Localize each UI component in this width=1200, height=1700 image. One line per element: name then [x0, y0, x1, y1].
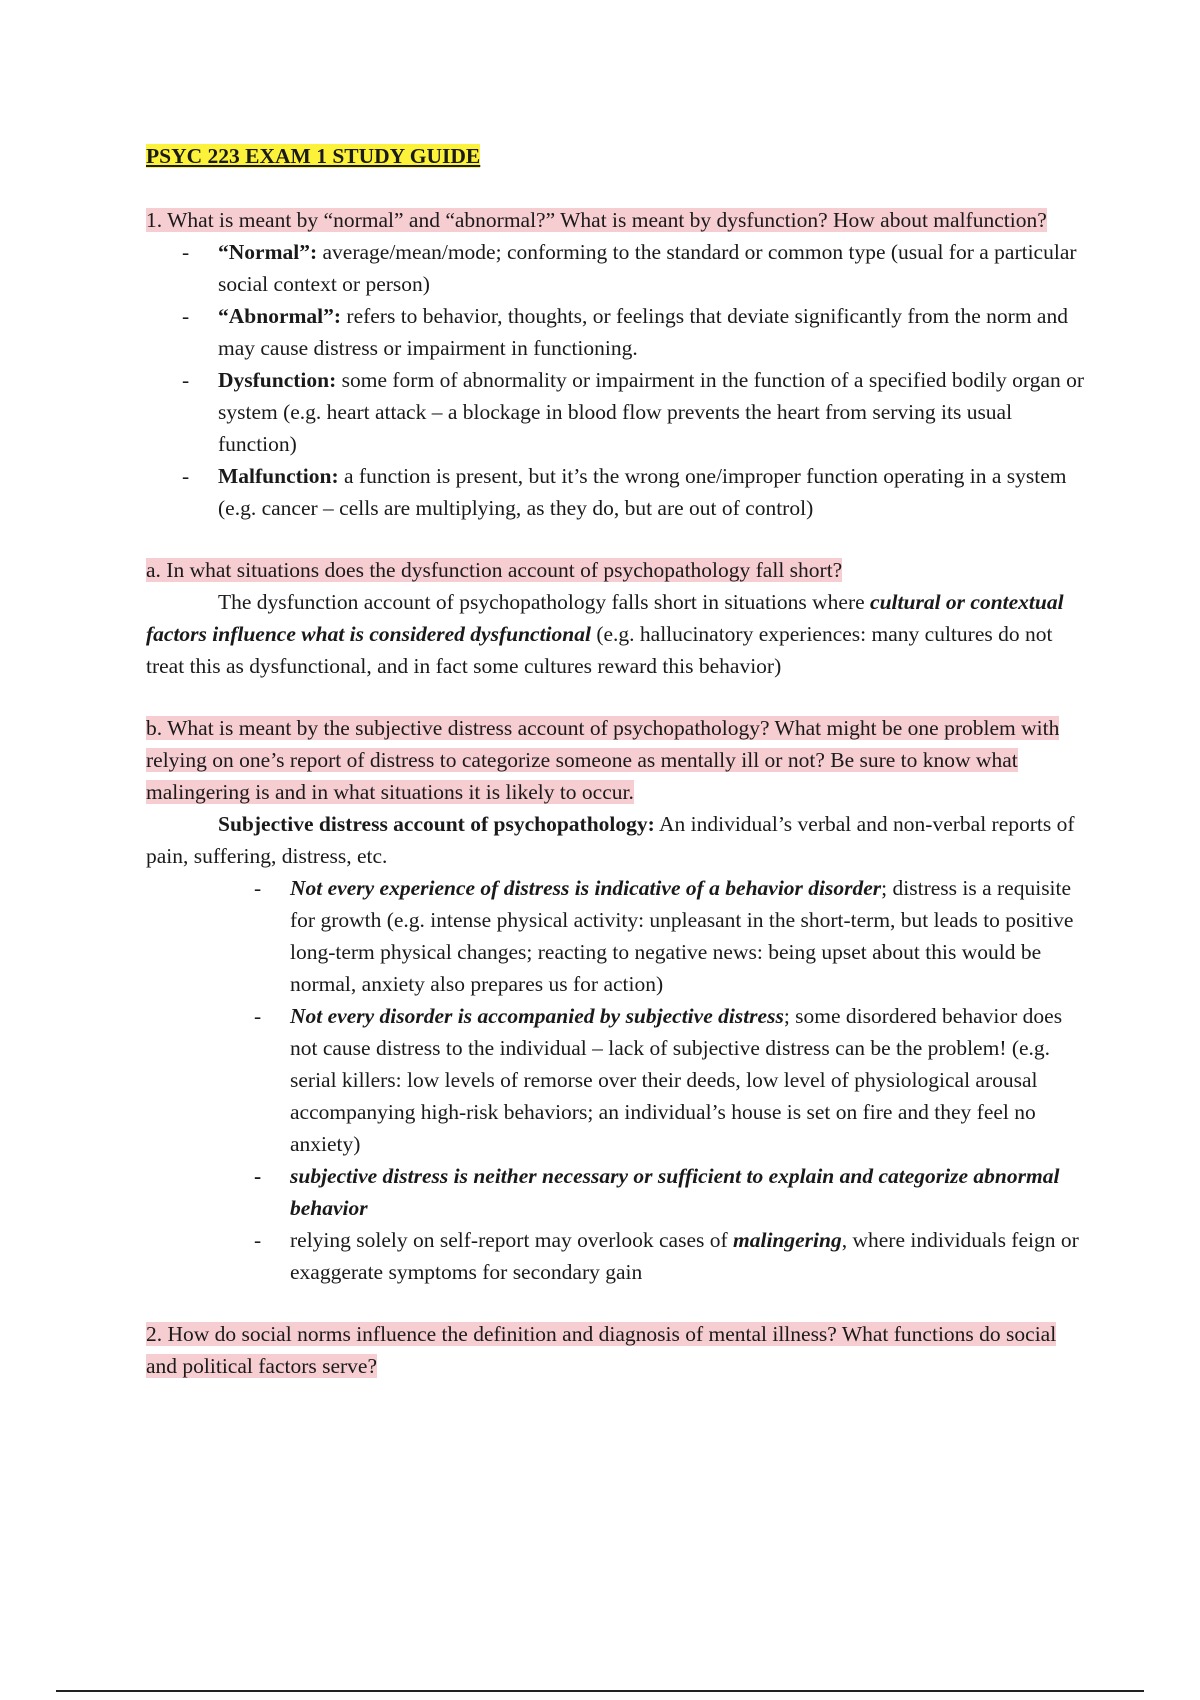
term-dysfunction: Dysfunction:	[218, 368, 337, 392]
term-abnormal: “Abnormal”:	[218, 304, 342, 328]
bullet-dash: -	[254, 1228, 262, 1252]
answer-a-start: The dysfunction account of psychopathology falls short in situations where	[218, 590, 871, 614]
question-1	[146, 204, 1086, 236]
list-item	[254, 1160, 1086, 1224]
list-item	[254, 1000, 1086, 1160]
bullet-dash: -	[182, 368, 190, 392]
item-text: ; some disordered behavior does not cause distress to the individual – lack of subjective distress can be the problem! (e.g. serial killers: low levels of remorse over their deeds, low level of physiological arousal accompanying high-risk behaviors; an individual’s house is set on fire and they feel no anxiety)	[290, 1004, 1063, 1156]
item-pre-text: relying solely on self-report may overlook cases of	[290, 1228, 734, 1252]
question-2	[146, 1318, 1086, 1382]
definition-abnormal: refers to behavior, thoughts, or feelings that deviate significantly from the norm and may cause distress or impairment in functioning.	[218, 304, 1068, 360]
item-emphasis: Not every experience of distress is indicative of a behavior disorder	[290, 876, 882, 900]
item-text: ; distress is a requisite for growth (e.g. intense physical activity: unpleasant in the short-term, but leads to positive long-term physical changes; reacting to negative news: being upset about this would be normal, anxiety also prepares us for action)	[290, 876, 1074, 996]
definition-normal: average/mean/mode; conforming to the standard or common type (usual for a particular social context or person)	[218, 240, 1077, 296]
definition-malfunction: a function is present, but it’s the wrong one/improper function operating in a system (e.g. cancer – cells are multiplying, as they do, but are out of control)	[218, 464, 1067, 520]
list-item	[182, 236, 1086, 300]
item-emphasis: Not every disorder is accompanied by subjective distress	[290, 1004, 784, 1028]
bullet-dash: -	[182, 240, 190, 264]
list-item	[254, 1224, 1086, 1288]
title-line	[146, 140, 1086, 172]
question-2-text: 2. How do social norms influence the definition and diagnosis of mental illness? What functions do social and political factors serve?	[146, 1322, 1057, 1378]
question-b	[146, 712, 1086, 808]
document-title: PSYC 223 EXAM 1 STUDY GUIDE	[146, 144, 481, 168]
item-text: , where individuals feign or exaggerate symptoms for secondary gain	[290, 1228, 1079, 1284]
item-emphasis: subjective distress is neither necessary or sufficient to explain and categorize abnormal behavior	[290, 1164, 1060, 1220]
item-emphasis: malingering	[733, 1228, 842, 1252]
answer-b-term: Subjective distress account of psychopathology:	[218, 812, 655, 836]
answer-a-end: (e.g. hallucinatory experiences: many cultures do not treat this as dysfunctional, and in fact some cultures reward this behavior)	[146, 622, 1053, 678]
page-bottom-rule	[56, 1690, 1144, 1692]
bullet-dash: -	[254, 876, 262, 900]
bullet-dash: -	[254, 1164, 262, 1188]
list-item	[254, 872, 1086, 1000]
list-item	[182, 364, 1086, 460]
term-normal: “Normal”:	[218, 240, 318, 264]
bullet-dash: -	[182, 464, 190, 488]
q1-answer-list	[146, 236, 1086, 524]
question-1-text: 1. What is meant by “normal” and “abnormal?” What is meant by dysfunction? How about malfunction?	[146, 208, 1047, 232]
question-b-text: b. What is meant by the subjective distress account of psychopathology? What might be one problem with relying on one’s report of distress to categorize someone as mentally ill or not? Be sure to know what malingering is and in what situations it is likely to occur.	[146, 716, 1060, 804]
definition-dysfunction: some form of abnormality or impairment in the function of a specified bodily organ or system (e.g. heart attack – a blockage in blood flow prevents the heart from serving its usual function)	[218, 368, 1084, 456]
term-malfunction: Malfunction:	[218, 464, 339, 488]
document-page	[146, 140, 1086, 1382]
question-a-text: a. In what situations does the dysfunction account of psychopathology fall short?	[146, 558, 843, 582]
answer-a	[146, 586, 1086, 682]
list-item	[182, 460, 1086, 524]
bullet-dash: -	[182, 304, 190, 328]
list-item	[182, 300, 1086, 364]
answer-b-def-text: An individual’s verbal and non-verbal reports of pain, suffering, distress, etc.	[146, 812, 1075, 868]
answer-b-definition	[146, 808, 1086, 872]
question-a	[146, 554, 1086, 586]
bullet-dash: -	[254, 1004, 262, 1028]
answer-a-emphasis: cultural or contextual factors influence what is considered dysfunctional	[146, 590, 1064, 646]
qb-answer-list	[146, 872, 1086, 1288]
